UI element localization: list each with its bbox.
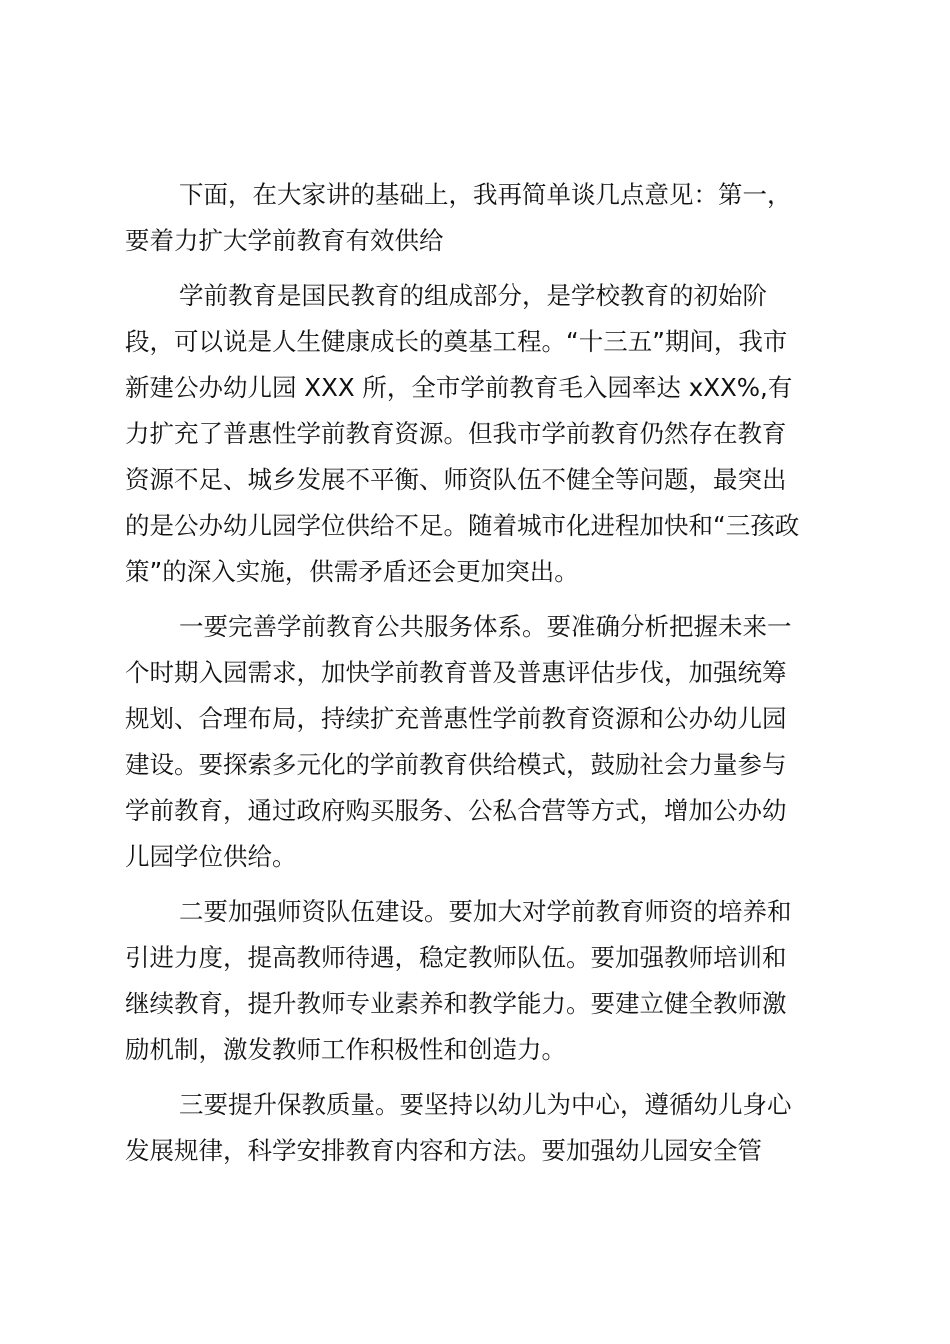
text-line: 下面，在大家讲的基础上，我再简单谈几点意见：第一， — [179, 180, 792, 209]
text-line: 的是公办幼儿园学位供给不足。随着城市化进程加快和“三孩政 — [125, 511, 800, 540]
text-line: 新建公办幼儿园 XXX 所，全市学前教育毛入园率达 xXX%,有 — [125, 373, 793, 402]
text-line: 励机制，激发教师工作积极性和创造力。 — [125, 1035, 566, 1064]
paragraph-point-one — [125, 604, 825, 880]
text-line: 个时期入园需求，加快学前教育普及普惠评估步伐，加强统筹 — [125, 658, 787, 687]
paragraph-intro — [125, 172, 825, 264]
text-line: 三要提升保教质量。要坚持以幼儿为中心，遵循幼儿身心 — [179, 1090, 792, 1119]
text-line: 学前教育是国民教育的组成部分，是学校教育的初始阶 — [179, 281, 767, 310]
text-line: 二要加强师资队伍建设。要加大对学前教育师资的培养和 — [179, 897, 792, 926]
paragraph-point-three — [125, 1082, 825, 1174]
text-line: 儿园学位供给。 — [125, 842, 297, 871]
document-body — [125, 172, 825, 1183]
paragraph-background — [125, 273, 825, 595]
text-line: 一要完善学前教育公共服务体系。要准确分析把握未来一 — [179, 612, 792, 641]
text-line: 规划、合理布局，持续扩充普惠性学前教育资源和公办幼儿园 — [125, 704, 787, 733]
text-line: 学前教育，通过政府购买服务、公私合营等方式，增加公办幼 — [125, 796, 787, 825]
text-line: 策”的深入实施，供需矛盾还会更加突出。 — [125, 557, 579, 586]
text-line: 段，可以说是人生健康成长的奠基工程。“十三五”期间，我市 — [125, 327, 788, 356]
text-line: 继续教育，提升教师专业素养和教学能力。要建立健全教师激 — [125, 989, 787, 1018]
paragraph-point-two — [125, 889, 825, 1073]
text-line: 建设。要探索多元化的学前教育供给模式，鼓励社会力量参与 — [125, 750, 787, 779]
text-line: 引进力度，提高教师待遇，稳定教师队伍。要加强教师培训和 — [125, 943, 787, 972]
text-line: 力扩充了普惠性学前教育资源。但我市学前教育仍然存在教育 — [125, 419, 787, 448]
text-line: 要着力扩大学前教育有效供给 — [125, 226, 444, 255]
text-line: 发展规律，科学安排教育内容和方法。要加强幼儿园安全管 — [125, 1136, 762, 1165]
text-line: 资源不足、城乡发展不平衡、师资队伍不健全等问题，最突出 — [125, 465, 787, 494]
